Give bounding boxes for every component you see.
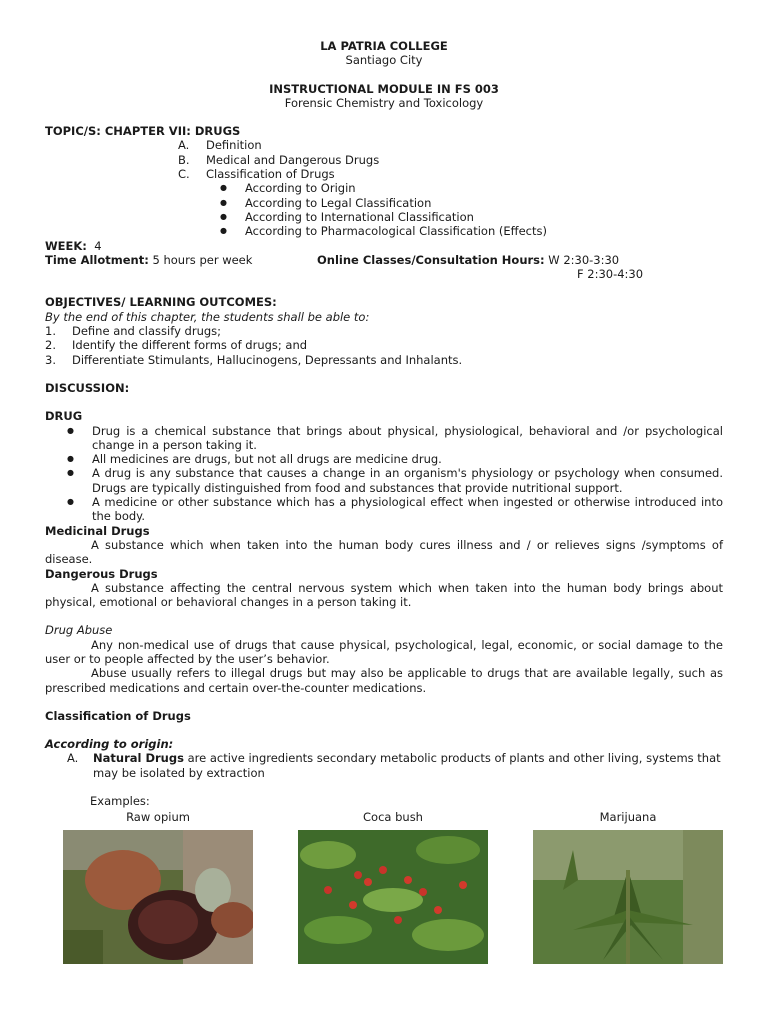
time-label: Time Allotment:: [45, 252, 149, 267]
example-marijuana: [533, 810, 723, 967]
list-item: B. Medical and Dangerous Drugs: [178, 152, 380, 167]
opium-photo: [63, 830, 253, 964]
objectives-intro: By the end of this chapter, the students shall be able to:: [45, 309, 370, 324]
example-label: Raw opium: [126, 810, 190, 825]
bullet-icon: ●: [67, 425, 74, 435]
list-item: ● A medicine or other substance which has a physiological effect when ingested or otherwise introduced into the body.: [67, 495, 723, 524]
classification-heading: Classification of Drugs: [45, 708, 191, 723]
week-row: [45, 239, 723, 253]
bullet-icon: ●: [220, 183, 227, 193]
list-item: C. Classification of Drugs: [178, 167, 335, 182]
list-item: ● All medicines are drugs, but not all drugs are medicine drug.: [67, 452, 442, 467]
discussion-heading: DISCUSSION:: [45, 380, 130, 395]
objectives-heading: OBJECTIVES/ LEARNING OUTCOMES:: [45, 295, 277, 310]
natural-drugs-term: Natural Drugs: [93, 751, 184, 766]
online-value-1: W 2:30-3:30: [548, 252, 620, 267]
natural-drugs-text: are active ingredients secondary metabolic products of plants and other living, systems that may be isolated by extraction: [93, 751, 721, 780]
topic-list: [178, 138, 723, 181]
example-label: Marijuana: [599, 810, 657, 825]
list-item: ● According to Pharmacological Classification (Effects): [220, 224, 547, 239]
list-item: 2. Identify the different forms of drugs; and: [45, 338, 308, 353]
medicinal-heading: Medicinal Drugs: [45, 523, 150, 538]
abuse-text-2: Abuse usually refers to illegal drugs but may also be applicable to drugs that are available legally, such as prescribed medications and certain over-the-counter medications.: [45, 666, 723, 695]
drug-heading: DRUG: [45, 409, 83, 424]
online-value-2: F 2:30-4:30: [577, 267, 644, 282]
drug-definition-list: [67, 424, 723, 524]
week-label: WEEK:: [45, 238, 87, 253]
module-title: INSTRUCTIONAL MODULE IN FS 003: [269, 81, 499, 96]
dangerous-heading: Dangerous Drugs: [45, 566, 158, 581]
example-images: [45, 810, 723, 967]
online-hours: [317, 253, 619, 267]
list-item: ● A drug is any substance that causes a change in an organism's physiology or psychology when consumed. Drugs are typically distinguished from food and substances that provide nutritional support.: [67, 466, 723, 495]
list-item: ● According to Legal Classification: [220, 195, 432, 210]
time-row: [45, 253, 723, 267]
list-item: A. Definition: [178, 138, 262, 153]
medicinal-text: A substance which when taken into the human body cures illness and / or relieves signs /symptoms of disease.: [45, 537, 723, 567]
origin-heading: According to origin:: [45, 737, 174, 752]
list-item: ● Drug is a chemical substance that brings about physical, physiological, behavioral and /or psychological change in a person taking it.: [67, 423, 723, 452]
bullet-icon: ●: [67, 454, 74, 464]
example-coca: [298, 810, 488, 967]
bullet-icon: ●: [220, 197, 227, 207]
list-item: 3. Differentiate Stimulants, Hallucinogens, Depressants and Inhalants.: [45, 352, 463, 367]
document-page: [45, 39, 723, 968]
examples-label: Examples:: [90, 794, 150, 809]
bullet-icon: ●: [67, 497, 74, 507]
list-item: 1. Define and classify drugs;: [45, 324, 222, 339]
time-value: 5 hours per week: [152, 252, 253, 267]
bullet-icon: ●: [220, 211, 227, 221]
list-item: ● According to Origin: [220, 181, 356, 196]
topic-label: TOPIC/S: CHAPTER VII: DRUGS: [45, 124, 241, 139]
bullet-icon: ●: [220, 226, 227, 236]
natural-drugs-item: A. Natural Drugs are active ingredients secondary metabolic products of plants and other living, systems that may be isolated by extraction: [67, 751, 721, 780]
example-opium: [63, 810, 253, 967]
example-label: Coca bush: [363, 810, 423, 825]
college-city: Santiago City: [345, 53, 423, 68]
week-value: 4: [94, 238, 102, 253]
coca-photo: [298, 830, 488, 964]
bullet-icon: ●: [67, 468, 74, 478]
list-item: ● According to International Classification: [220, 209, 474, 224]
marijuana-photo: [533, 830, 723, 964]
dangerous-text: A substance affecting the central nervous system which when taken into the human body brings about physical, emotional or behavioral changes in a person taking it.: [45, 580, 723, 610]
online-label: Online Classes/Consultation Hours:: [317, 252, 545, 267]
abuse-heading: Drug Abuse: [45, 623, 113, 638]
college-name: LA PATRIA COLLEGE: [320, 39, 448, 53]
abuse-text-1: Any non-medical use of drugs that cause physical, psychological, legal, economic, or social damage to the user or to people affected by the user’s behavior.: [45, 637, 723, 666]
subject-title: Forensic Chemistry and Toxicology: [284, 95, 484, 110]
subtopic-list: [220, 181, 723, 238]
